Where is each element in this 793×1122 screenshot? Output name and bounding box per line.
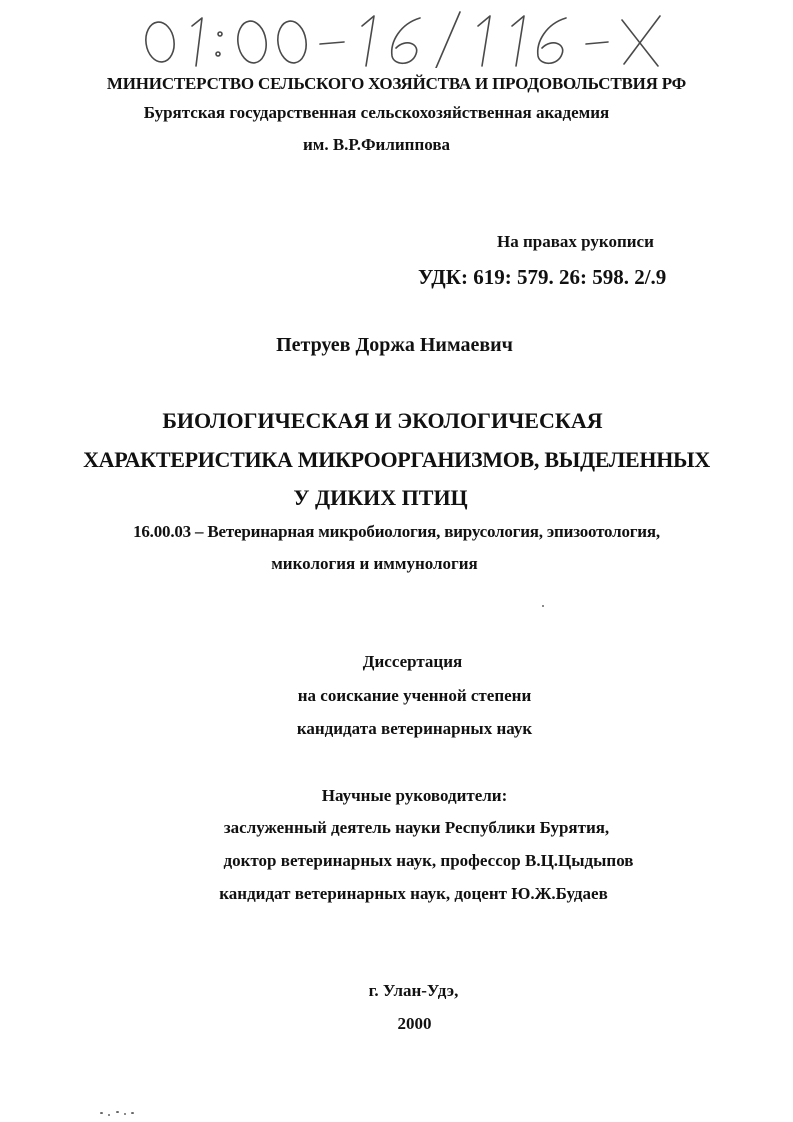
academy-named-after: им. В.Р.Филиппова [302,135,451,154]
specialty-line-2: микология и иммунология [271,554,478,573]
dissertation-title-line-2: ХАРАКТЕРИСТИКА МИКРООРГАНИЗМОВ, ВЫДЕЛЕННЫХ [83,447,710,472]
scan-speck [116,1111,119,1113]
publication-city: г. Улан-Удэ, [368,981,459,1000]
handwritten-library-code [130,8,670,68]
supervisor-line-2: доктор ветеринарных наук, профессор В.Ц.Цыдыпов [223,851,634,870]
dissertation-title-line-1: БИОЛОГИЧЕСКАЯ И ЭКОЛОГИЧЕСКАЯ [162,408,603,433]
udc-code: УДК: 619: 579. 26: 598. 2/.9 [418,265,667,289]
publication-year: 2000 [397,1014,432,1033]
dissertation-degree-line: на соискание ученной степени [297,686,532,705]
dissertation-type: Диссертация [362,652,463,671]
author-name: Петруев Дoржа Нимаевич [276,334,513,356]
supervisor-line-3: кандидат ветеринарных наук, доцент Ю.Ж.Будаев [219,884,608,903]
scan-speck [542,605,544,607]
scan-speck [131,1112,134,1114]
academy-name: Бурятская государственная сельскохозяйственная академия [143,103,610,122]
scan-speck [124,1113,126,1115]
specialty-line-1: 16.00.03 – Ветеринарная микробиология, вирусология, эпизоотология, [133,522,660,541]
manuscript-rights: На правах рукописи [497,232,654,251]
dissertation-title-line-3: У ДИКИХ ПТИЦ [293,485,468,510]
dissertation-degree-field: кандидата ветеринарных наук [296,719,533,738]
supervisors-heading: Научные руководители: [321,786,508,805]
ministry-name: МИНИСТЕРСТВО СЕЛЬСКОГО ХОЗЯЙСТВА И ПРОДОВОЛЬСТВИЯ РФ [106,74,687,93]
scan-speck [100,1112,103,1114]
supervisor-line-1: заслуженный деятель науки Республики Бурятия, [223,818,610,837]
scan-speck [108,1114,110,1116]
